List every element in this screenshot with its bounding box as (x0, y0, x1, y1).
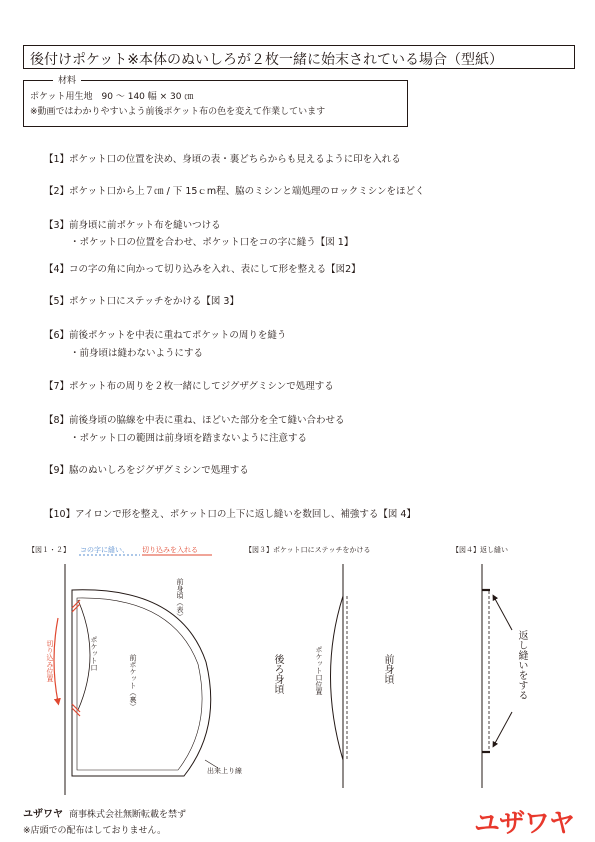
step-8-sub: ・ポケット口の範囲は前身頃を踏まないように注意する (70, 433, 308, 444)
fig12-front-pocket: 前ポケット（裏） (129, 654, 137, 710)
fig4-backstitch-label: 返し縫いをする (516, 630, 527, 700)
fig3-pocket-opening-pos: ポケット口位置 (315, 646, 323, 695)
fig12-blue-label: コの字に縫い、 (80, 546, 129, 554)
fig4-arrow-top (494, 597, 512, 630)
materials-label: 材料 (53, 73, 81, 86)
fig3-back-body: 後ろ身頃 (272, 654, 283, 694)
step-3-sub: ・ポケット口の位置を合わせ、ポケット口をコの字に縫う【図 1】 (70, 237, 354, 248)
step-9: 【9】脇のぬいしろをジグザグミシンで処理する (44, 465, 249, 476)
fig4-title: 【図４】返し縫い (452, 546, 508, 554)
fig12-pocket-outer (72, 590, 211, 776)
fig12-red-label: 切り込みを入れる (142, 546, 198, 554)
footer-brand-name: ユザワヤ (23, 809, 63, 820)
footer-brand (23, 805, 186, 820)
fig12-front-body: 前身頃（表） (176, 578, 184, 620)
fig12-red-marks (54, 600, 80, 716)
yuzawaya-logo: ユザワヤ (474, 809, 575, 839)
footer-copyright: 商事株式会社無断転載を禁ず (69, 810, 187, 820)
footer-note: ※店頭での配布はしておりません。 (23, 826, 167, 836)
fig12-finish-line: 出来上り線 (207, 767, 242, 775)
fig4-arrow-bottom (494, 712, 512, 745)
fig3-pocket-curve (331, 596, 344, 760)
step-3: 【3】前身頃に前ポケット布を縫いつける (44, 220, 221, 231)
fig12-drawing (65, 564, 218, 795)
fig12-cut-position: 切り込み位置 (46, 640, 54, 682)
step-6: 【6】前後ポケットを中表に重ねてポケットの周りを縫う (44, 330, 287, 341)
step-10: 【10】アイロンで形を整え、ポケット口の上下に返し縫いを数回し、補強する【図 4】 (44, 509, 416, 520)
page-title: 後付けポケット※本体のぬいしろが２枚一緒に始末されている場合（型紙） (30, 52, 504, 68)
step-6-sub: ・前身頃は縫わないようにする (70, 348, 204, 359)
step-2: 【2】ポケット口から上７㎝ / 下 15ｃm程、脇のミシンと端処理のロックミシンをほどく (44, 186, 425, 197)
step-1: 【1】ポケット口の位置を決め、身頃の表・裏どちらからも見えるように印を入れる (44, 154, 401, 165)
step-7: 【7】ポケット布の周りを２枚一緒にしてジグザグミシンで処理する (44, 381, 334, 392)
fig3-front-body: 前身頃 (382, 654, 393, 684)
step-8: 【8】前後身頃の脇線を中表に重ね、ほどいた部分を全て縫い合わせる (44, 415, 345, 426)
fig12-pocket-opening: ポケット口 (90, 636, 98, 671)
fig4-drawing (482, 564, 512, 788)
step-5: 【5】ポケット口にステッチをかける【図 3】 (44, 296, 239, 307)
materials-fabric: ポケット用生地 90 〜 140 幅 × 30 ㎝ (30, 92, 194, 102)
step-4: 【4】コの字の角に向かって切り込みを入れ、表にして形を整える【図2】 (44, 264, 361, 275)
materials-note: ※動画ではわかりやすいよう前後ポケット布の色を変えて作業しています (30, 107, 326, 117)
fig3-title: 【図３】ポケット口にステッチをかける (245, 546, 371, 554)
fig12-prefix: 【図１・２】 (28, 546, 70, 554)
fig3-drawing (331, 564, 348, 788)
